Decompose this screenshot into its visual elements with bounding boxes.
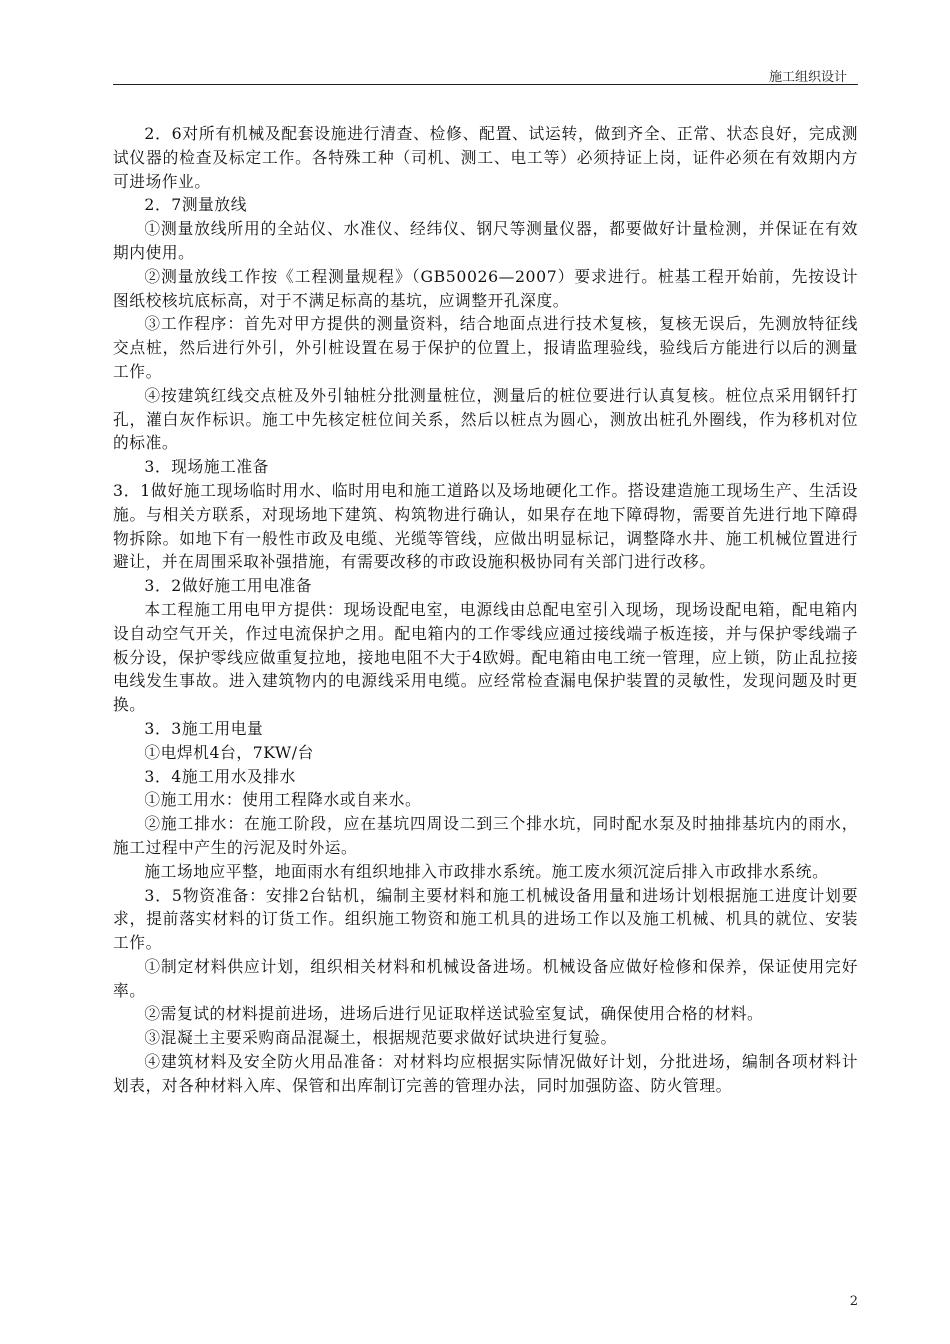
document-body [113,122,858,1098]
paragraph: ③工作程序：首先对甲方提供的测量资料，结合地面点进行技术复核，复核无误后，先测放特征线交点桩，然后进行外引，外引桩设置在易于保护的位置上，报请监理验线，验线后方能进行以后的测量工作。 [113,314,858,381]
paragraph: ①测量放线所用的全站仪、水准仪、经纬仪、钢尺等测量仪器，都要做好计量检测，并保证在有效期内使用。 [113,219,858,262]
paragraph: ①制定材料供应计划，组织相关材料和机械设备进场。机械设备应做好检修和保养，保证使用完好率。 [113,956,858,1000]
paragraph: 3．2做好施工用电准备 [144,576,313,596]
paragraph: ③混凝土主要采购商品混凝土，根据规范要求做好试块进行复验。 [144,1028,617,1048]
paragraph: 3．1做好施工现场临时用水、临时用电和施工道路以及场地硬化工作。搭设建造施工现场生产、生活设施。与相关方联系，对现场地下建筑、构筑物进行确认，如果存在地下障碍物，需要首先进行地下障碍物拆除。如地下有一般性市政及电缆、光缆等管线，应做出明显标记，调整降水井、施工机械位置进行避让，并在周围采取补强措施，有需要改移的市政设施积极协同有关部门进行改移。 [113,480,858,572]
page-header-title: 施工组织设计 [768,70,847,85]
header-divider [113,84,858,85]
paragraph: ④按建筑红线交点桩及外引轴桩分批测量桩位，测量后的桩位要进行认真复核。桩位点采用钢钎打孔，灌白灰作标识。施工中先核定桩位间关系，然后以桩点为圆心，测放出桩孔外圈线，作为移机对位的标准。 [113,385,858,453]
paragraph: ②需复试的材料提前进场，进场后进行见证取样送试验室复试，确保使用合格的材料。 [144,1004,764,1024]
paragraph: ②施工排水：在施工阶段，应在基坑四周设二到三个排水坑，同时配水泵及时抽排基坑内的雨水，施工过程中产生的污泥及时外运。 [113,814,858,857]
paragraph: 施工场地应平整，地面雨水有组织地排入市政排水系统。施工废水须沉淀后排入市政排水系统。 [144,861,829,881]
paragraph: 3．现场施工准备 [144,457,269,477]
page-number: 2 [849,1294,858,1309]
paragraph: ①施工用水：使用工程降水或自来水。 [144,790,422,810]
paragraph: 2．6对所有机械及配套设施进行清查、检修、配置、试运转，做到齐全、正常、状态良好，完成测试仪器的检查及标定工作。各特殊工种（司机、测工、电工等）必须持证上岗，证件必须在有效期内方可进场作业。 [113,124,858,191]
paragraph: ④建筑材料及安全防火用品准备：对材料均应根据实际情况做好计划，分批进场，编制各项材料计划表，对各种材料入库、保管和出库制订完善的管理办法，同时加强防盗、防火管理。 [113,1052,858,1095]
paragraph: 3．4施工用水及排水 [144,766,296,786]
paragraph: 本工程施工用电甲方提供：现场设配电室，电源线由总配电室引入现场，现场设配电箱，配电箱内设自动空气开关，作过电流保护之用。配电箱内的工作零线应通过接线端子板连接，并与保护零线端子板分设，保护零线应做重复拉地，接地电阻不大于4欧姆。配电箱由电工统一管理，应上锁，防止乱拉接电线发生事故。进入建筑物内的电源线采用电缆。应经常检查漏电保护装置的灵敏性，发现问题及时更换。 [113,599,858,715]
paragraph: 2．7测量放线 [144,195,247,215]
paragraph: ②测量放线工作按《工程测量规程》（GB50026—2007）要求进行。桩基工程开始前，先按设计图纸校核坑底标高，对于不满足标高的基坑，应调整开孔深度。 [113,266,858,310]
paragraph: 3．3施工用电量 [144,718,264,738]
paragraph: 3．5物资准备：安排2台钻机，编制主要材料和施工机械设备用量和进场计划根据施工进度计划要求，提前落实材料的订货工作。组织施工物资和施工机具的进场工作以及施工机械、机具的就位、安装工作。 [113,885,858,953]
paragraph: ①电焊机4台，7KW/台 [144,742,314,762]
